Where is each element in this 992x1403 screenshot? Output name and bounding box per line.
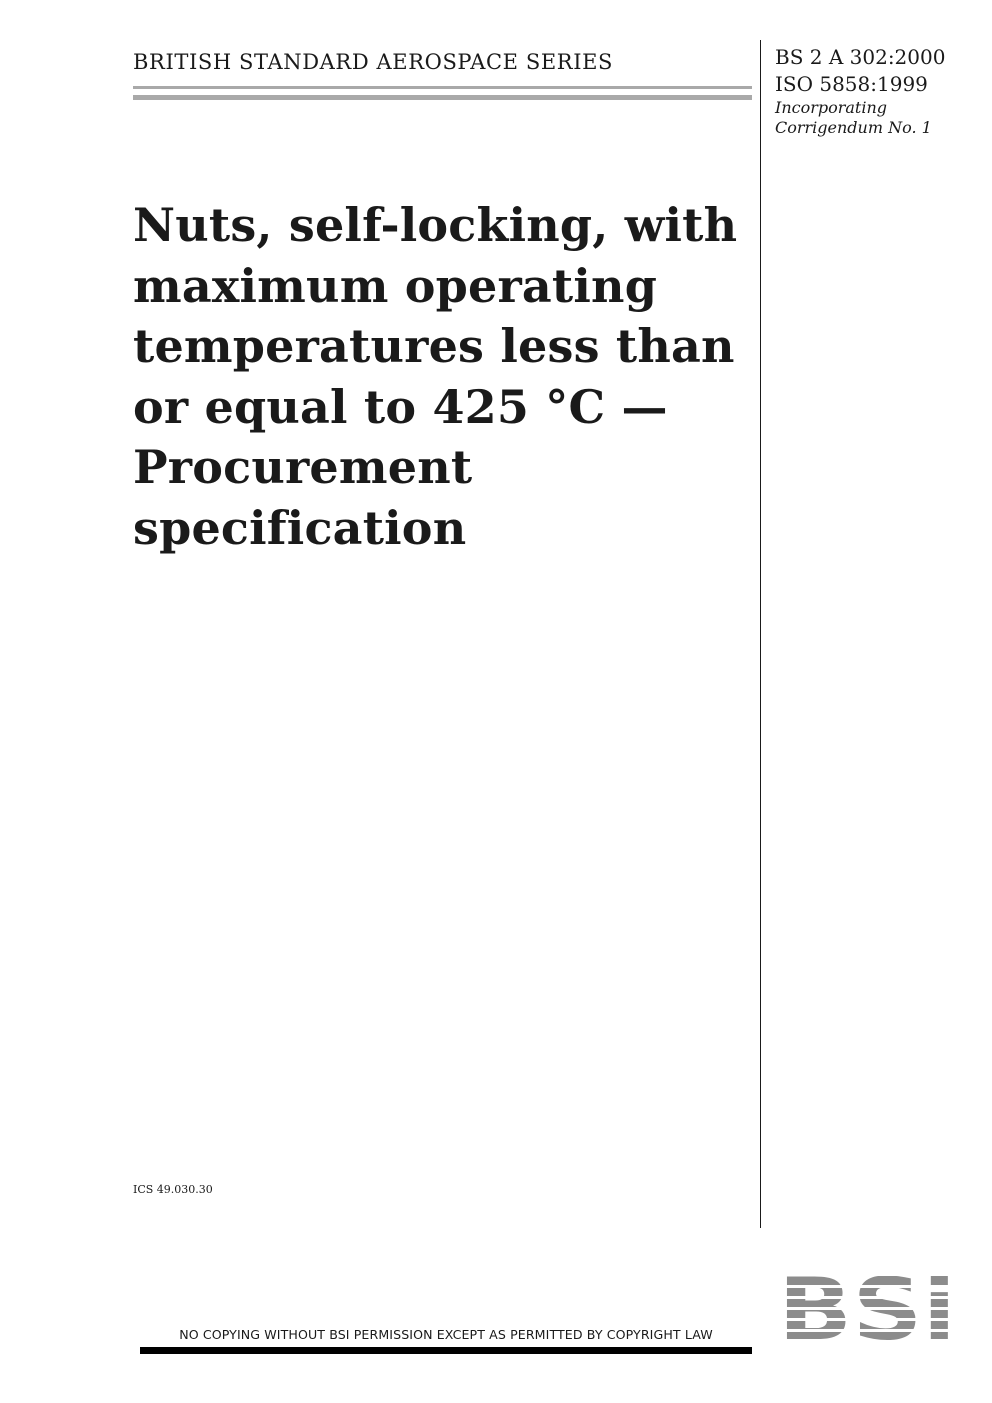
ics-code: ICS 49.030.30 bbox=[133, 1183, 213, 1196]
copyright-notice: NO COPYING WITHOUT BSI PERMISSION EXCEPT AS PERMITTED BY COPYRIGHT LAW bbox=[179, 1327, 713, 1342]
title-line: maximum operating bbox=[133, 258, 658, 313]
title-line: or equal to 425 °C — bbox=[133, 379, 668, 434]
bs-standard-number: BS 2 A 302:2000 bbox=[775, 45, 946, 69]
header-rule-thick bbox=[133, 95, 752, 100]
series-title: BRITISH STANDARD AEROSPACE SERIES bbox=[133, 50, 614, 74]
incorporating-label: Incorporating bbox=[775, 98, 888, 117]
iso-standard-number: ISO 5858:1999 bbox=[775, 72, 928, 96]
column-divider bbox=[760, 40, 761, 1228]
document-title bbox=[133, 195, 753, 558]
bsi-logo-icon bbox=[778, 1276, 956, 1342]
footer-rule bbox=[140, 1347, 752, 1354]
title-line: specification bbox=[133, 500, 467, 555]
corrigendum-label: Corrigendum No. 1 bbox=[775, 118, 932, 137]
header-rule-thin bbox=[133, 86, 752, 89]
title-line: Procurement bbox=[133, 440, 473, 494]
standard-identifier-block bbox=[775, 44, 985, 138]
title-line: temperatures less than bbox=[133, 319, 735, 373]
title-line: Nuts, self-locking, with bbox=[133, 198, 738, 252]
